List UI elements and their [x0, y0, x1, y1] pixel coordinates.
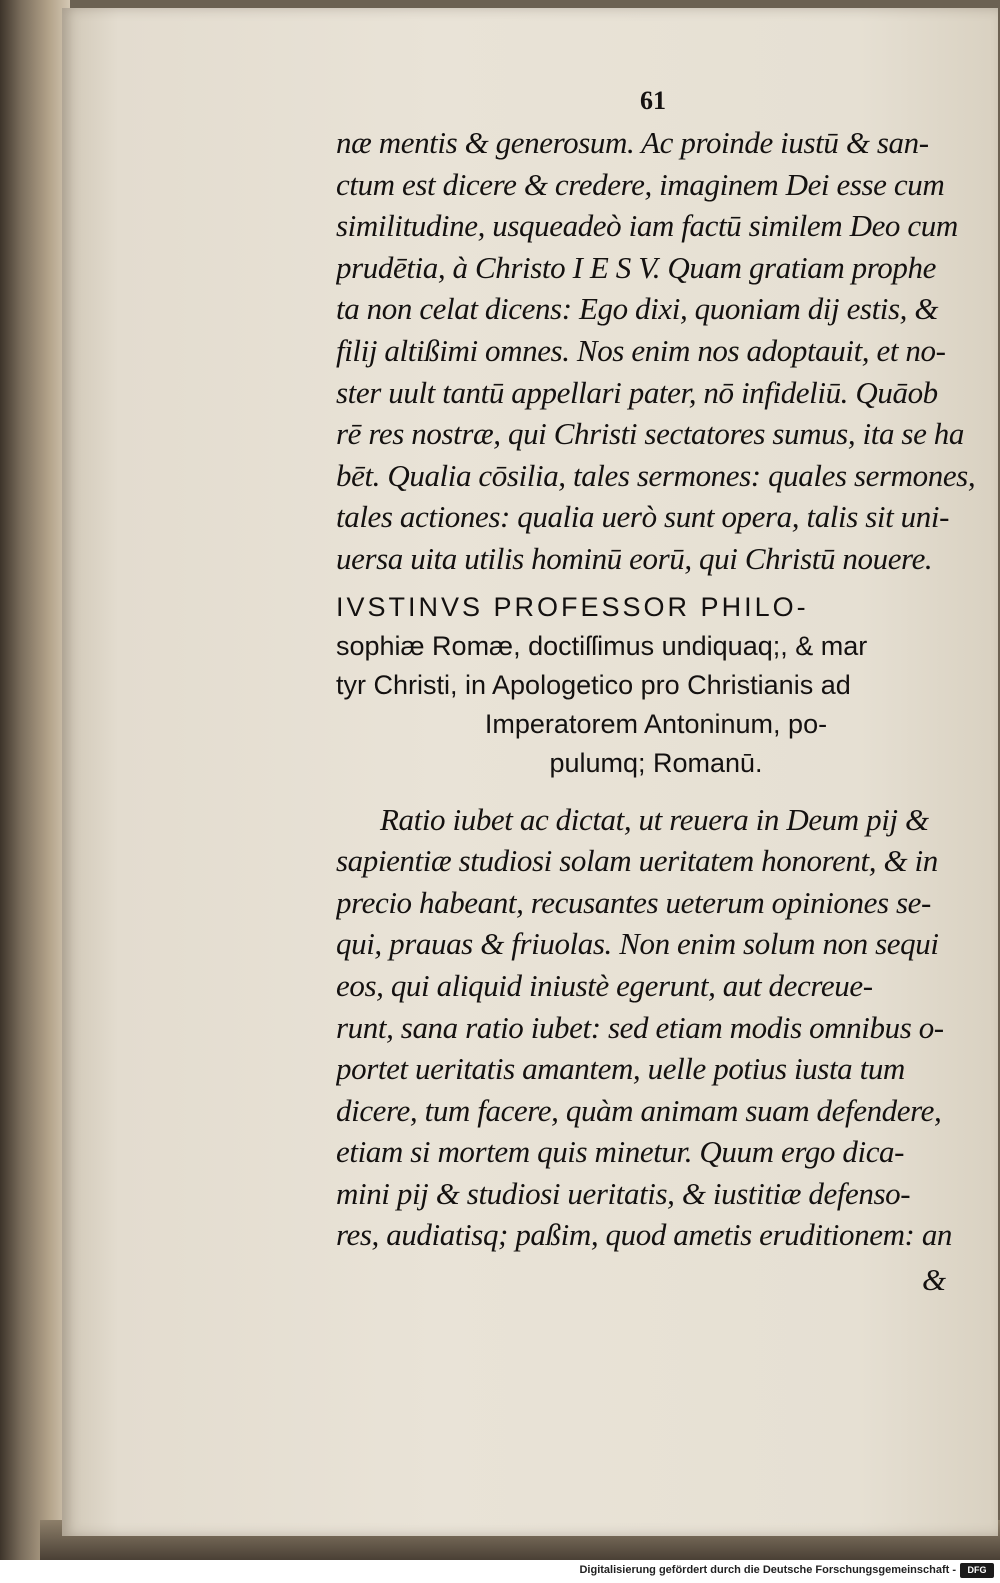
text-line: eos, qui aliquid iniustè egerunt, aut decreue-	[336, 967, 873, 1003]
footer	[0, 1560, 1000, 1583]
heading-line: sophiæ Romæ, doctiſſimus undiquaq;, & mar	[336, 630, 868, 661]
text-line: runt, sana ratio iubet: sed etiam modis omnibus o-	[336, 1009, 944, 1045]
heading-line: pulumq; Romanū.	[549, 747, 763, 778]
text-line: etiam si mortem quis minetur. Quum ergo dica-	[336, 1134, 905, 1170]
heading-line: IVSTINVS PROFESSOR PHILO-	[336, 591, 809, 622]
paragraph-2	[336, 799, 976, 1257]
text-line: bēt. Qualia cōsilia, tales sermones: quales sermones,	[336, 457, 976, 493]
text-line: dicere, tum facere, quàm animam suam defendere,	[336, 1092, 942, 1128]
text-line: qui, prauas & friuolas. Non enim solum non sequi	[336, 926, 939, 962]
text-line: rē res nostræ, qui Christi sectatores sumus, ita se ha	[336, 416, 964, 452]
section-heading	[336, 588, 976, 783]
text-line: res, audiatisq; paßim, quod ametis eruditionem: an	[336, 1217, 953, 1253]
text-line: filij altißimi omnes. Nos enim nos adoptauit, et no-	[336, 332, 946, 368]
text-line: tales actiones: qualia uerò sunt opera, talis sit uni-	[336, 499, 950, 535]
text-line: similitudine, usqueadeò iam factū similem Deo cum	[336, 208, 958, 244]
text-line: ster uult tantū appellari pater, nō infideliū. Quāob	[336, 374, 938, 410]
text-line: precio habeant, recusantes ueterum opiniones se-	[336, 884, 931, 920]
text-line: ta non celat dicens: Ego dixi, quoniam dij estis, &	[336, 291, 939, 327]
text-line: ctum est dicere & credere, imaginem Dei esse cum	[336, 166, 945, 202]
text-line: Ratio iubet ac dictat, ut reuera in Deum pij &	[380, 801, 929, 837]
dfg-logo: DFG	[960, 1563, 994, 1578]
text-line: uersa uita utilis hominū eorū, qui Christū nouere.	[336, 540, 933, 576]
text-line: mini pij & studiosi ueritatis, & iustitiæ defenso-	[336, 1175, 911, 1211]
heading-line: Imperatorem Antoninum, po-	[484, 708, 828, 739]
funding-credit: Digitalisierung gefördert durch die Deutsche Forschungsgemeinschaft -	[579, 1564, 956, 1576]
text-line: næ mentis & generosum. Ac proinde iustū & san-	[336, 125, 929, 160]
catchword: &	[922, 1262, 947, 1297]
heading-line: tyr Christi, in Apologetico pro Christianis ad	[336, 669, 851, 700]
text-line: sapientiæ studiosi solam ueritatem honorent, & in	[336, 843, 938, 879]
paragraph-1	[336, 122, 976, 580]
text-line: prudētia, à Christo I E S V. Quam gratiam prophe	[336, 249, 936, 285]
page-edge	[0, 0, 70, 1560]
page-number: 61	[640, 86, 666, 115]
text-block	[336, 122, 976, 1256]
text-line: portet ueritatis amantem, uelle potius iusta tum	[336, 1051, 905, 1087]
